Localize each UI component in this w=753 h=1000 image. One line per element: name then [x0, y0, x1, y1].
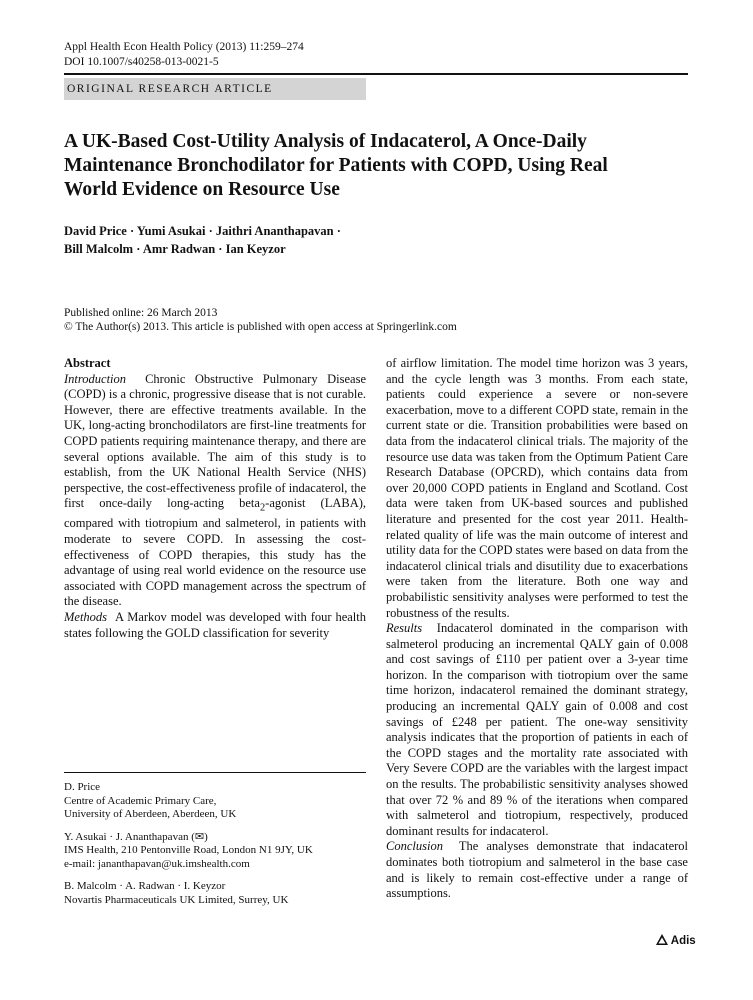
header-rule — [64, 73, 688, 75]
affiliations — [64, 781, 366, 916]
title-line: A UK-Based Cost-Utility Analysis of Indacaterol, A Once-Daily — [64, 131, 587, 152]
affiliation-line: Centre of Academic Primary Care, — [64, 794, 217, 807]
article-type-banner: ORIGINAL RESEARCH ARTICLE — [64, 78, 366, 100]
affiliation-block — [64, 831, 366, 872]
article-title — [64, 130, 704, 202]
affiliation-names: D. Price — [64, 781, 101, 793]
methods-paragraph — [64, 610, 366, 641]
results-paragraph — [386, 621, 688, 839]
introduction-paragraph — [64, 372, 366, 610]
title-line: Maintenance Bronchodilator for Patients with COPD, Using Real — [64, 155, 608, 176]
methods-continued: of airflow limitation. The model time horizon was 3 years, and the cycle length was 3 months. From each state, patients could experience a severe or non-severe exacerbation, move to a different COPD state, remain in the current state or die. Transition probabilities were based on data from the indacaterol clinical trials. The majority of the resource use data was taken from the Optimum Patient Care Research Database (OPCRD), which contains data from over 20,000 COPD patients in England and Scotland. Cost data were taken from UK-based sources and published literature and presented for the cost year 2011. Health-related quality of life was the main outcome of interest and utility data for the COPD states were based on data from the indacaterol clinical trials and disutility due to exacerbations were taken from the literature. Both one way and probabilistic sensitivity analyses were performed to test the robustness of the results. — [386, 356, 688, 620]
affiliation-rule — [64, 772, 366, 773]
publisher-logo — [656, 934, 696, 947]
journal-line: Appl Health Econ Health Policy (2013) 11:259–274 — [64, 41, 304, 53]
abstract-right-column — [386, 356, 688, 902]
conclusion-paragraph — [386, 839, 688, 901]
affiliation-line: Novartis Pharmaceuticals UK Limited, Surrey, UK — [64, 893, 289, 906]
affiliation-block — [64, 880, 366, 907]
introduction-text: Chronic Obstructive Pulmonary Disease (COPD) is a chronic, progressive disease that is not curable. However, there are effective treatments available. In the UK, long-acting bronchodilators are first-line treatments for COPD patients requiring maintenance therapy, and there are several options available. The aim of this study is to establish, from the UK National Health Service (NHS) perspective, the cost-effectiveness profile of indacaterol, the first once-daily long-acting beta — [64, 371, 366, 511]
affiliation-names: Y. Asukai · J. Ananthapavan (✉) — [64, 830, 208, 843]
results-label: Results — [386, 621, 423, 636]
affiliation-block — [64, 781, 366, 822]
triangle-logo-icon — [656, 934, 668, 945]
publication-info — [64, 306, 457, 334]
conclusion-text: The analyses demonstrate that indacaterol dominates both tiotropium and salmeterol in the base case and is likely to remain cost-effective under a range of assumptions. — [386, 839, 688, 901]
abstract-heading: Abstract — [64, 356, 111, 370]
affiliation-line: IMS Health, 210 Pentonville Road, London N1 9JY, UK — [64, 844, 313, 856]
introduction-text-cont: -agonist (LABA), compared with tiotropium and salmeterol, in patients with moderate to severe COPD. In assessing the cost-effectiveness of COPD therapies, this study has the advantage of using real world evidence on the resource use associated with COPD management across the spectrum of the disease. — [64, 496, 367, 609]
doi-line: DOI 10.1007/s40258-013-0021-5 — [64, 56, 219, 68]
author-list — [64, 222, 664, 258]
introduction-subscript: 2 — [259, 502, 266, 514]
results-text: Indacaterol dominated in the comparison with salmeterol producing an incremental QALY gain of 0.008 and cost savings of £110 per patient over a 3-year time horizon. In the comparison with tiotropium over the same time horizon, indacaterol remained the dominant strategy, producing an incremental QALY gain of 0.008 and cost savings of £248 per patient. The one-way sensitivity analysis indicates that the proportion of patients in each of the COPD stages and the mortality rate associated with Very Severe COPD are the variables with the largest impact on the results. The probabilistic sensitivity analyses showed that over 72 % and 89 % of the iterations when compared with salmeterol and tiotropium, respectively, produced dominant results for indacaterol. — [386, 621, 689, 838]
methods-text: A Markov model was developed with four health states following the GOLD classification for severity — [64, 610, 367, 640]
journal-citation — [64, 40, 304, 70]
copyright-line: © The Author(s) 2013. This article is published with open access at Springerlink.com — [64, 321, 457, 333]
author-line: Bill Malcolm · Amr Radwan · Ian Keyzor — [64, 242, 286, 256]
published-date: Published online: 26 March 2013 — [64, 307, 218, 319]
title-line: World Evidence on Resource Use — [64, 179, 340, 200]
author-line: David Price · Yumi Asukai · Jaithri Ananthapavan · — [64, 224, 341, 238]
conclusion-label: Conclusion — [386, 839, 443, 854]
affiliation-email: e-mail: jananthapavan@uk.imshealth.com — [64, 857, 250, 870]
affiliation-line: University of Aberdeen, Aberdeen, UK — [64, 808, 237, 820]
affiliation-names: B. Malcolm · A. Radwan · I. Keyzor — [64, 880, 226, 892]
publisher-name: Adis — [670, 935, 696, 947]
introduction-label: Introduction — [64, 371, 127, 386]
methods-label: Methods — [64, 610, 108, 624]
abstract-left-column — [64, 356, 366, 641]
